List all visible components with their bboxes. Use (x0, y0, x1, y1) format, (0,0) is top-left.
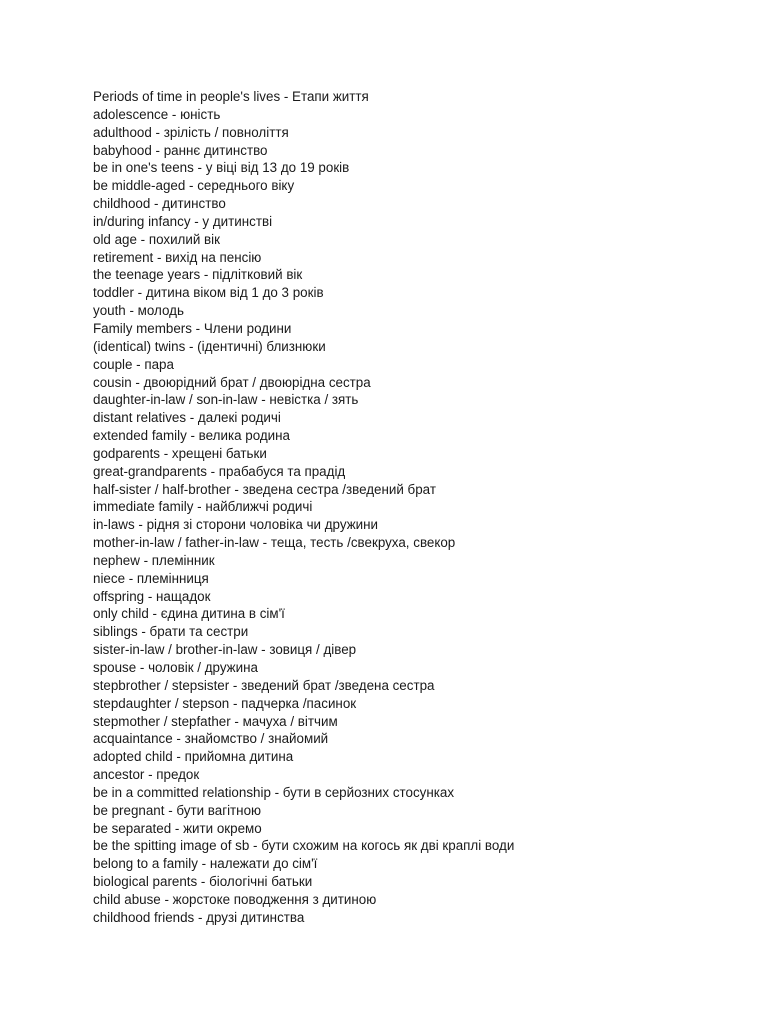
vocabulary-line: adulthood - зрілість / повноліття (93, 124, 289, 140)
vocabulary-line: be in a committed relationship - бути в серйозних стосунках (93, 784, 455, 800)
vocabulary-line: daughter-in-law / son-in-law - невістка / зять (93, 392, 359, 408)
vocabulary-line: be the spitting image of sb - бути схожим на когось як дві краплі води (93, 838, 515, 854)
vocabulary-line: (identical) twins - (ідентичні) близнюки (93, 338, 326, 354)
vocabulary-line: childhood - дитинство (93, 196, 226, 212)
vocabulary-line: siblings - брати та сестри (93, 624, 249, 640)
vocabulary-line: be middle-aged - середнього віку (93, 178, 295, 194)
vocabulary-line: sister-in-law / brother-in-law - зовиця / дівер (93, 642, 357, 658)
vocabulary-line: toddler - дитина віком від 1 до 3 років (93, 285, 324, 301)
vocabulary-line: babyhood - раннє дитинство (93, 142, 268, 158)
vocabulary-line: godparents - хрещені батьки (93, 445, 267, 461)
vocabulary-line: stepmother / stepfather - мачуха / вітчим (93, 713, 338, 729)
vocabulary-line: distant relatives - далекі родичі (93, 410, 281, 426)
vocabulary-line: nephew - племінник (93, 552, 215, 568)
vocabulary-line: youth - молодь (93, 303, 184, 319)
vocabulary-line: cousin - двоюрідний брат / двоюрідна сестра (93, 374, 371, 390)
vocabulary-line: stepdaughter / stepson - падчерка /пасинок (93, 695, 357, 711)
vocabulary-line: adolescence - юність (93, 106, 221, 122)
vocabulary-line: old age - похилий вік (93, 231, 220, 247)
vocabulary-line: be separated - жити окремо (93, 820, 262, 836)
vocabulary-line: half-sister / half-brother - зведена сестра /зведений брат (93, 481, 436, 497)
vocabulary-line: niece - племінниця (93, 570, 209, 586)
vocabulary-line: biological parents - біологічні батьки (93, 874, 313, 890)
vocabulary-line: belong to a family - належати до сім'ї (93, 856, 318, 872)
vocabulary-line: be pregnant - бути вагітною (93, 802, 262, 818)
vocabulary-line: offspring - нащадок (93, 588, 211, 604)
vocabulary-line: retirement - вихід на пенсію (93, 249, 262, 265)
vocabulary-line: adopted child - прийомна дитина (93, 749, 294, 765)
vocabulary-line: ancestor - предок (93, 767, 200, 783)
vocabulary-line: extended family - велика родина (93, 428, 291, 444)
vocabulary-line: only child - єдина дитина в сім'ї (93, 606, 285, 622)
vocabulary-list (93, 88, 733, 927)
vocabulary-line: childhood friends - друзі дитинства (93, 909, 305, 925)
vocabulary-line: in/during infancy - у дитинстві (93, 213, 273, 229)
vocabulary-line: immediate family - найближчі родичі (93, 499, 313, 515)
vocabulary-line: couple - пара (93, 356, 174, 372)
vocabulary-line: be in one's teens - у віці від 13 до 19 років (93, 160, 350, 176)
vocabulary-line: in-laws - рідня зі сторони чоловіка чи дружини (93, 517, 379, 533)
vocabulary-line: Periods of time in people's lives - Етапи життя (93, 89, 369, 104)
vocabulary-line: the teenage years - підлітковий вік (93, 267, 303, 283)
vocabulary-line: stepbrother / stepsister - зведений брат /зведена сестра (93, 677, 435, 693)
vocabulary-line: child abuse - жорстоке поводження з дитиною (93, 891, 377, 907)
vocabulary-line: acquaintance - знайомство / знайомий (93, 731, 329, 747)
vocabulary-line: Family members - Члени родини (93, 320, 292, 336)
vocabulary-line: mother-in-law / father-in-law - теща, тесть /свекруха, свекор (93, 535, 456, 551)
vocabulary-line: spouse - чоловік / дружина (93, 660, 258, 675)
vocabulary-line: great-grandparents - прабабуся та прадід (93, 463, 346, 479)
